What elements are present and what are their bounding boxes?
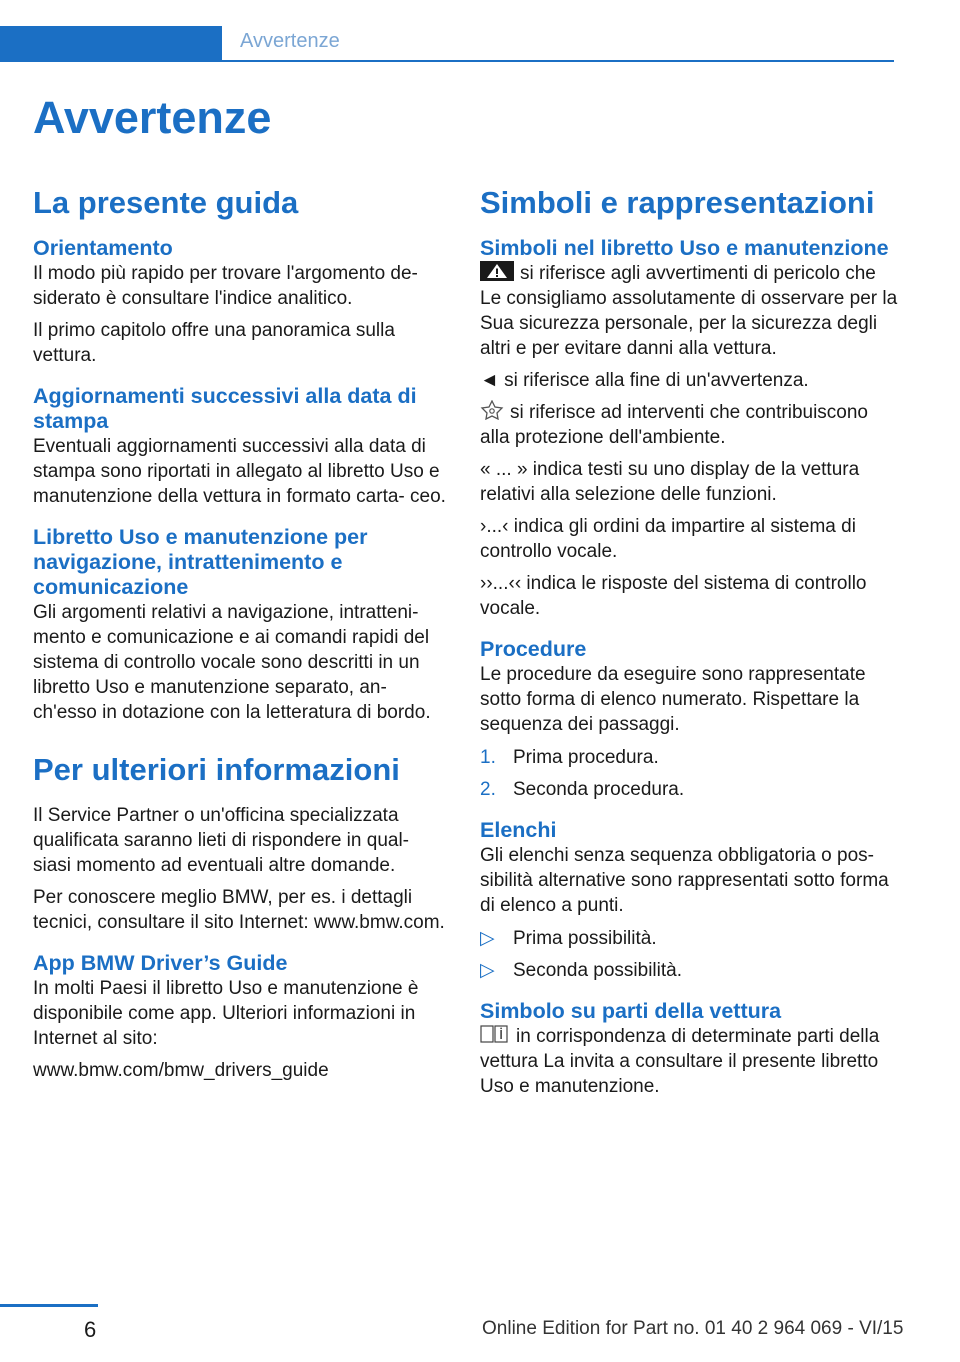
edition-label: Online Edition for Part no. 01 40 2 964 069 - VI/15 bbox=[482, 1318, 904, 1339]
section-title-guide: La presente guida bbox=[33, 185, 299, 220]
paragraph-end-marker: ◄ si riferisce alla fine di un'avvertenza. bbox=[480, 370, 809, 391]
numbered-list bbox=[480, 745, 900, 802]
paragraph-voice-response: ››...‹‹ indica le risposte del sistema di controllo vocale. bbox=[480, 573, 867, 619]
paragraph: Il primo capitolo offre una panoramica sulla vettura. bbox=[33, 320, 395, 366]
paragraph-voice-command: ›...‹ indica gli ordini da impartire al sistema di controllo vocale. bbox=[480, 516, 856, 562]
list-item: ▷ Prima possibilità. bbox=[480, 928, 657, 949]
bullet-list bbox=[480, 926, 900, 983]
owners-manual-icon bbox=[480, 1024, 510, 1044]
subsection-title-symbols-manual: Simboli nel libretto Uso e manutenzione bbox=[480, 236, 889, 260]
header-rule bbox=[222, 60, 894, 62]
paragraph: Il modo più rapido per trovare l'argomento de‐ siderato è consultare l'indice analitico. bbox=[33, 263, 418, 309]
subsection-title-procedure: Procedure bbox=[480, 637, 587, 661]
paragraph: Eventuali aggiornamenti successivi alla data di stampa sono riportati in allegato al libretto Uso e manutenzione della vettura in formato carta‐ ceo. bbox=[33, 436, 446, 507]
subsection-title-vehicle-symbol: Simbolo su parti della vettura bbox=[480, 999, 782, 1023]
chapter-title: Avvertenze bbox=[33, 92, 272, 143]
subsection-title-orientamento: Orientamento bbox=[33, 236, 173, 260]
paragraph: Gli argomenti relativi a navigazione, intratteni‐ mento e comunicazione e ai comandi rapidi del sistema di controllo vocale sono descritti in un libretto Uso e manutenzione separato, an‐ ch'esso in dotazione con la letteratura di bordo. bbox=[33, 602, 431, 723]
footer-rule bbox=[0, 1304, 98, 1307]
running-header: Avvertenze bbox=[240, 30, 340, 52]
paragraph: Per conoscere meglio BMW, per es. i dettagli tecnici, consultare il sito Internet: www.bmw.com. bbox=[33, 887, 445, 933]
subsection-title-app: App BMW Driver’s Guide bbox=[33, 951, 288, 975]
subsection-title-aggiornamenti: Aggiornamenti successivi alla data di stampa bbox=[33, 384, 417, 433]
vehicle-symbol-text: in corrispondenza di determinate parti della vettura La invita a consultare il presente libretto Uso e manutenzione. bbox=[480, 1026, 880, 1097]
paragraph: www.bmw.com/bmw_drivers_guide bbox=[33, 1060, 329, 1081]
paragraph-vehicle-symbol bbox=[480, 1024, 900, 1099]
left-column bbox=[33, 184, 448, 1090]
page-number: 6 bbox=[84, 1317, 97, 1342]
environment-leaf-icon bbox=[480, 400, 504, 420]
paragraph-display: « ... » indica testi su uno display de la vettura relativi alla selezione delle funzioni. bbox=[480, 459, 860, 505]
list-item: 1. Prima procedura. bbox=[480, 747, 659, 768]
subsection-title-elenchi: Elenchi bbox=[480, 818, 557, 842]
section-title-symbols: Simboli e rappresentazioni bbox=[480, 185, 875, 220]
paragraph-environment bbox=[480, 400, 900, 450]
warning-triangle-icon bbox=[480, 261, 514, 281]
paragraph: In molti Paesi il libretto Uso e manutenzione è disponibile come app. Ulteriori informazioni in Internet al sito: bbox=[33, 978, 419, 1049]
paragraph-warning bbox=[480, 261, 900, 361]
right-column bbox=[480, 184, 900, 1106]
paragraph: Il Service Partner o un'officina specializzata qualificata saranno lieti di rispondere in qual‐ siasi momento ad eventuali altre domande. bbox=[33, 805, 410, 876]
header-accent-block bbox=[0, 26, 222, 62]
section-title-info: Per ulteriori informazioni bbox=[33, 752, 400, 787]
list-item: 2. Seconda procedura. bbox=[480, 779, 685, 800]
paragraph: Le procedure da eseguire sono rappresentate sotto forma di elenco numerato. Rispettare la sequenza dei passaggi. bbox=[480, 664, 866, 735]
environment-text: si riferisce ad interventi che contribuiscono alla protezione dell'ambiente. bbox=[480, 402, 869, 448]
list-item: ▷ Seconda possibilità. bbox=[480, 960, 682, 981]
paragraph: Gli elenchi senza sequenza obbligatoria o pos‐ sibilità alternative sono rappresentati sotto forma di elenco a punti. bbox=[480, 845, 889, 916]
warning-text: si riferisce agli avvertimenti di pericolo che Le consigliamo assolutamente di osservare per la Sua sicurezza personale, per la sicurezza degli altri e per evitare danni alla vettura. bbox=[480, 263, 898, 359]
subsection-title-libretto: Libretto Uso e manutenzione per navigazione, intrattenimento e comunicazione bbox=[33, 525, 368, 599]
